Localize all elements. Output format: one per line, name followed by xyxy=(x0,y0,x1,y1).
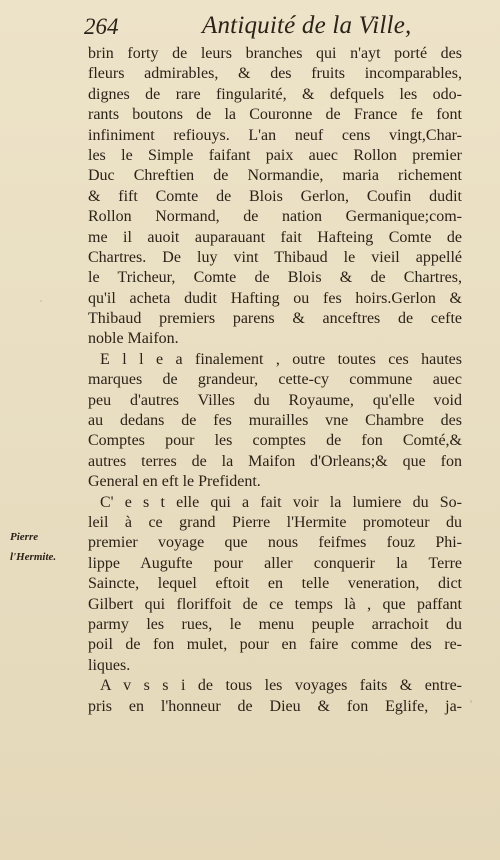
text-line: leil à ce grand Pierre l'Hermite promoteur du xyxy=(88,513,462,531)
text-line: le Tricheur, Comte de Blois & de Chartres, xyxy=(88,269,462,287)
text-line: au dedans de fes murailles vne Chambre des xyxy=(88,412,462,430)
text-line: dignes de rare fingularité, & defquels les odo- xyxy=(88,85,462,103)
text-line: fleurs admirables, & des fruits incomparables, xyxy=(88,65,462,83)
paper-speck xyxy=(470,700,472,703)
text-line: rants boutons de la Couronne de France fe font xyxy=(88,106,462,124)
text-line: infiniment refiouys. L'an neuf cens vingt,Char- xyxy=(88,126,462,144)
text-line: Gilbert qui floriffoit de ce temps là , que paffant xyxy=(88,595,462,613)
margin-note-line: l'Hermite. xyxy=(10,551,57,563)
text-line: Comptes pour les comptes de fon Comté,& xyxy=(88,432,462,450)
paragraph-start-line: A v s s i de tous les voyages faits & entre- xyxy=(100,677,462,695)
page-header xyxy=(84,10,464,44)
text-line: pris en l'honneur de Dieu & fon Eglife, ja- xyxy=(88,697,462,715)
text-line: me il auoit auparauant fait Hafteing Comte de xyxy=(88,228,462,246)
page-number: 264 xyxy=(84,14,119,39)
text-line: marques de grandeur, cette-cy commune auec xyxy=(88,371,462,389)
margin-note xyxy=(10,527,70,567)
text-line: liques. xyxy=(88,656,131,674)
paragraph-start-line: C' e s t elle qui a fait voir la lumiere du So- xyxy=(100,493,462,511)
paragraph-start-line: E l l e a finalement , outre toutes ces hautes xyxy=(100,350,462,368)
text-line: autres terres de la Maifon d'Orleans;& que fon xyxy=(88,452,462,470)
margin-note-line: Pierre xyxy=(10,531,39,543)
body-text xyxy=(88,44,462,717)
text-line: Rollon Normand, de nation Germanique;com- xyxy=(88,208,462,226)
text-line: les le Simple faifant paix auec Rollon premier xyxy=(88,146,462,164)
text-line: Saincte, lequel eftoit en telle veneration, dict xyxy=(88,575,462,593)
text-line: noble Maifon. xyxy=(88,330,179,348)
text-line: lippe Augufte pour aller conquerir la Terre xyxy=(88,554,462,572)
text-line: peu d'autres Villes du Royaume, qu'elle void xyxy=(88,391,462,409)
text-line: General en eft le Prefident. xyxy=(88,473,261,491)
text-line: qu'il acheta dudit Hafting ou fes hoirs.Gerlon & xyxy=(88,289,462,307)
text-line: premier voyage que nous feifmes fouz Phi- xyxy=(88,534,462,552)
text-line: Thibaud premiers parens & anceftres de cefte xyxy=(88,310,462,328)
text-line: poil de fon mulet, pour en faire comme des re- xyxy=(88,636,462,654)
running-title: Antiquité de la Ville, xyxy=(202,12,412,39)
text-line: Duc Chreftien de Normandie, maria richement xyxy=(88,167,462,185)
text-line: & fift Comte de Blois Gerlon, Coufin dudit xyxy=(88,187,462,205)
text-line: Chartres. De luy vint Thibaud le vieil appellé xyxy=(88,248,462,266)
text-line: parmy les rues, le menu peuple arrachoit du xyxy=(88,615,462,633)
text-line: brin forty de leurs branches qui n'ayt porté des xyxy=(88,45,462,62)
paper-speck xyxy=(40,300,42,302)
